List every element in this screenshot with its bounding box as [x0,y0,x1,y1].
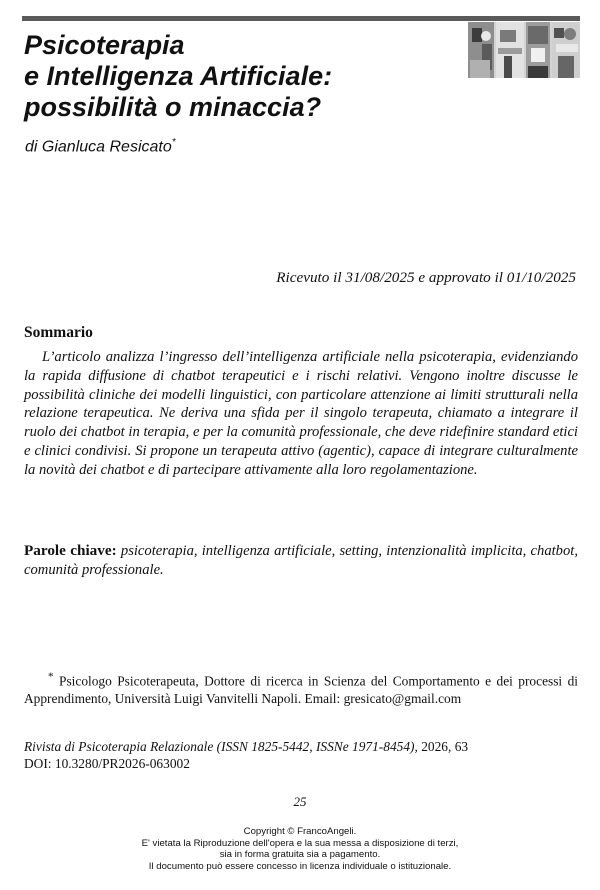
copyright-line: sia in forma gratuita sia a pagamento. [219,849,381,860]
journal-citation [24,738,578,772]
author-byline [25,137,176,156]
footnote-text: Psicologo Psicoterapeuta, Dottore di ricerca in Scienza del Comportamento e dei processi di Apprendimento, Università Luigi Vanvitelli Napoli. Email: gresicato@gmail.com [24,673,578,707]
header-rule [22,16,580,21]
article-title [24,30,454,123]
title-line: Psicoterapia [24,30,185,60]
author-footnote-marker: * [171,137,176,148]
copyright-line: Copyright © FrancoAngeli. [243,826,357,837]
title-line: possibilità o minaccia? [24,92,322,122]
footnote-marker: * [48,671,54,683]
doi-line: DOI: 10.3280/PR2026-063002 [24,756,190,771]
header-photo-collage [468,22,580,78]
keywords-label: Parole chiave: [24,542,117,559]
copyright-line: Il documento può essere concesso in licenza individuale o istituzionale. [148,860,452,872]
title-line: e Intelligenza Artificiale: [24,61,333,91]
abstract-heading: Sommario [24,324,93,341]
received-date-line: Ricevuto il 31/08/2025 e approvato il 01/10/2025 [276,269,576,286]
copyright-line: E' vietata la Riproduzione dell'opera e la sua messa a disposizione di terzi, [141,837,459,849]
abstract-text: L’articolo analizza l’ingresso dell’intelligenza artificiale nella psicoterapia, evidenziando la rapida diffusione di chatbot terapeutici e i rischi relativi. Vengono inoltre discusse le possibilità cliniche dei modelli linguistici, con particolare attenzione ai limiti strutturali nella relazione terapeutica. Ne deriva una sfida per il singolo terapeuta, chiamato a integrare il ruolo dei chatbot in terapia, e per la comunità professionale, che deve ridefinire standard etici e clinici condivisi. Si propone un terapeuta attivo (agentic), capace di integrare culturalmente la novità dei chatbot e di partecipare attivamente alla loro regolamentazione. [24,349,578,478]
author-name: di Gianluca Resicato [25,138,172,156]
journal-year-issue: , 2026, 63 [414,739,469,754]
page-number: 25 [293,794,307,809]
journal-name: Rivista di Psicoterapia Relazionale (ISSN 1825-5442, ISSNe 1971-8454) [24,739,415,754]
keywords-paragraph [24,542,578,580]
keywords-text: psicoterapia, intelligenza artificiale, setting, intenzionalità implicita, chatbot, comunità professionale. [24,543,578,578]
copyright-notice [0,826,600,872]
author-footnote [24,668,578,708]
